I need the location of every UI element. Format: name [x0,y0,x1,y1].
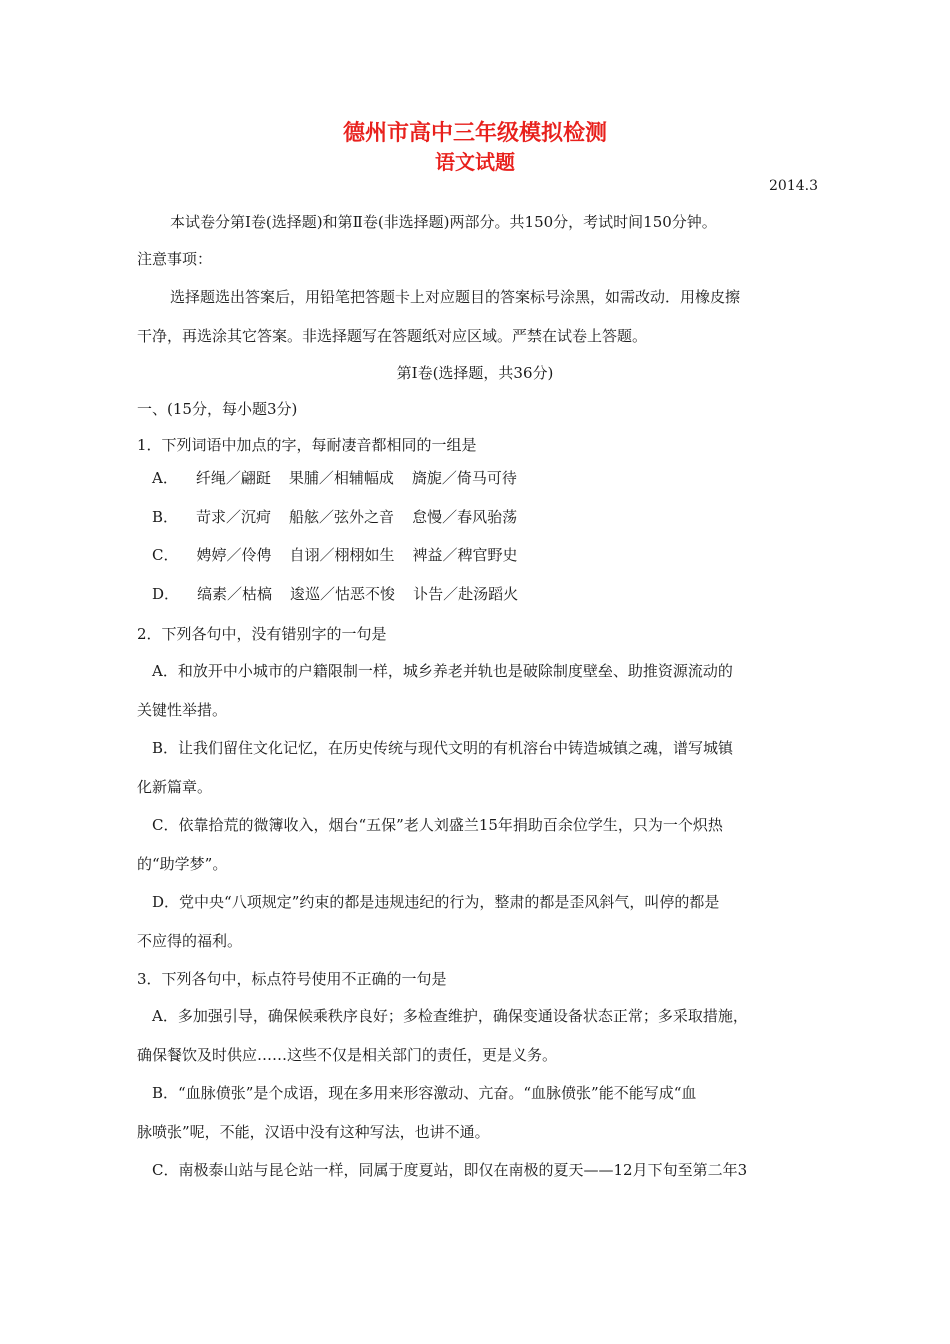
question-3-stem: 3．下列各句中，标点符号使用不正确的一句是 [137,970,447,988]
word-pair: 讣告／赴汤蹈火 [413,585,519,603]
question-2-option-d-line-1: D．党中央“八项规定”约束的都是违规违纪的行为，整肃的都是歪风斜气，叫停的都是 [152,893,720,911]
intro-text: 本试卷分第Ⅰ卷(选择题)和第Ⅱ卷(非选择题)两部分。共150分，考试时间150分钟。 [170,213,717,231]
exam-title: 德州市高中三年级模拟检测 [342,121,607,146]
word-pair: 娉婷／伶俜 [196,546,272,564]
word-pair: 果脯／相辅幅成 [288,469,394,487]
option-label: A． [152,469,178,487]
word-pair: 船舷／弦外之音 [289,508,395,526]
question-3-option-b-line-1: B．“血脉偾张”是个成语，现在多用来形容激动、亢奋。“血脉偾张”能不能写成“血 [152,1084,697,1102]
word-pair: 逡巡／怙恶不悛 [290,585,396,603]
question-1-option-c [152,544,536,566]
section-heading: 一、(15分，每小题3分) [137,400,298,418]
question-1-option-b [152,506,535,528]
question-3-option-b-line-2: 脉喷张”呢，不能，汉语中没有这种写法，也讲不通。 [137,1123,490,1141]
question-2-option-c-line-2: 的“助学梦”。 [137,855,228,873]
option-label: C． [152,546,179,564]
exam-date: 2014.3 [769,178,818,194]
question-2-option-a-line-1: A．和放开中小城市的户籍限制一样，城乡养老并轨也是破除制度壁垒、助推资源流动的 [152,662,733,680]
word-pair: 苛求／沉疴 [196,508,272,526]
word-pair: 纤绳／翩跹 [195,469,271,487]
option-label: B． [152,508,179,526]
question-2-stem: 2．下列各句中，没有错别字的一句是 [137,625,387,643]
word-pair: 裨益／稗官野史 [412,546,518,564]
exam-subtitle: 语文试题 [435,150,515,174]
word-pair: 自诩／栩栩如生 [289,546,395,564]
option-label: D． [152,585,180,603]
question-2-option-b-line-2: 化新篇章。 [137,778,213,796]
question-3-option-a-line-1: A．多加强引导，确保候乘秩序良好；多检查维护，确保变通设备状态正常；多采取措施， [152,1007,748,1025]
question-1-option-d [152,583,536,605]
question-3-option-c-line-1: C．南极泰山站与昆仑站一样，同属于度夏站，即仅在南极的夏天——12月下旬至第二年3 [152,1161,748,1179]
question-1-option-a [152,467,535,489]
question-2-option-c-line-1: C．依靠拾荒的微簿收入，烟台“五保”老人刘盛兰15年捐助百余位学生，只为一个炽热 [152,816,723,834]
word-pair: 旖旎／倚马可待 [411,469,517,487]
notice-line-2: 干净，再选涂其它答案。非选择题写在答题纸对应区域。严禁在试卷上答题。 [137,327,648,345]
question-2-option-a-line-2: 关键性举措。 [137,701,228,719]
word-pair: 怠慢／春风骀荡 [412,508,518,526]
word-pair: 缟素／枯槁 [197,585,273,603]
notice-line-1: 选择题选出答案后，用铅笔把答题卡上对应题目的答案标号涂黑，如需改动．用橡皮擦 [170,288,741,306]
question-3-option-a-line-2: 确保餐饮及时供应……这些不仅是相关部门的责任，更是义务。 [137,1046,558,1064]
question-1-stem: 1．下列词语中加点的字，每耐凄音都相同的一组是 [137,436,477,454]
part1-heading: 第Ⅰ卷(选择题，共36分) [396,364,554,382]
question-2-option-b-line-1: B．让我们留住文化记忆，在历史传统与现代文明的有机溶台中铸造城镇之魂，谱写城镇 [152,739,734,757]
question-2-option-d-line-2: 不应得的福利。 [137,932,243,950]
notice-heading: 注意事项： [137,250,213,268]
